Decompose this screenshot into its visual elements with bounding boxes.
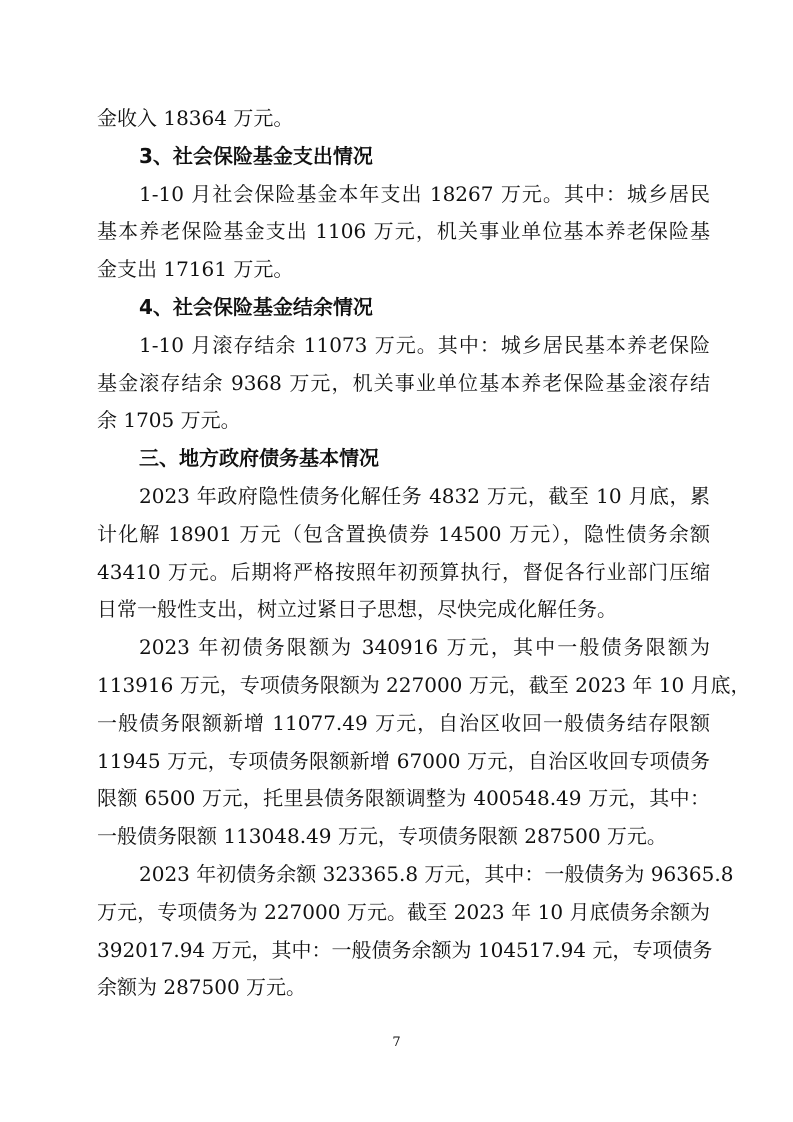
paragraph-line: 2023 年初债务限额为 340916 万元，其中一般债务限额为 (139, 635, 710, 660)
section-heading-local-government-debt: 三、地方政府债务基本情况 (139, 446, 379, 471)
paragraph-line: 113916 万元，专项债务限额为 227000 万元，截至 2023 年 10 月底， (97, 672, 751, 697)
paragraph-line: 计化解 18901 万元（包含置换债券 14500 万元），隐性债务余额 (97, 521, 710, 546)
paragraph-line: 余额为 287500 万元。 (97, 975, 307, 1000)
paragraph-line: 1-10 月社会保险基金本年支出 18267 万元。其中：城乡居民 (139, 181, 710, 206)
paragraph-line: 11945 万元，专项债务限额新增 67000 万元，自治区收回专项债务 (97, 748, 710, 773)
paragraph-line: 余 1705 万元。 (97, 408, 241, 433)
page-number: 7 (392, 1035, 401, 1050)
paragraph-line: 限额 6500 万元，托里县债务限额调整为 400548.49 万元，其中： (97, 786, 710, 811)
paragraph-line: 日常一般性支出，树立过紧日子思想，尽快完成化解任务。 (97, 597, 617, 622)
section-heading-social-insurance-balance: 4、社会保险基金结余情况 (139, 294, 373, 319)
paragraph-line: 基本养老保险基金支出 1106 万元，机关事业单位基本养老保险基 (97, 219, 710, 244)
paragraph-continuation-line: 金收入 18364 万元。 (97, 106, 294, 130)
paragraph-line: 基金滚存结余 9368 万元，机关事业单位基本养老保险基金滚存结 (97, 370, 710, 395)
document-body (97, 100, 751, 1007)
paragraph-line: 43410 万元。后期将严格按照年初预算执行，督促各行业部门压缩 (97, 559, 710, 584)
paragraph-line: 2023 年初债务余额 323365.8 万元，其中：一般债务为 96365.8 (139, 861, 734, 886)
paragraph-line: 一般债务限额新增 11077.49 万元，自治区收回一般债务结存限额 (97, 710, 710, 735)
paragraph-line: 392017.94 万元，其中：一般债务余额为 104517.94 元，专项债务 (97, 937, 713, 962)
section-heading-social-insurance-expenditure: 3、社会保险基金支出情况 (139, 143, 373, 168)
paragraph-line: 万元，专项债务为 227000 万元。截至 2023 年 10 月底债务余额为 (97, 899, 710, 924)
paragraph-line: 2023 年政府隐性债务化解任务 4832 万元，截至 10 月底，累 (139, 483, 710, 508)
paragraph-line: 一般债务限额 113048.49 万元，专项债务限额 287500 万元。 (97, 824, 667, 849)
paragraph-line: 1-10 月滚存结余 11073 万元。其中：城乡居民基本养老保险 (139, 332, 710, 357)
paragraph-line: 金支出 17161 万元。 (97, 257, 294, 282)
